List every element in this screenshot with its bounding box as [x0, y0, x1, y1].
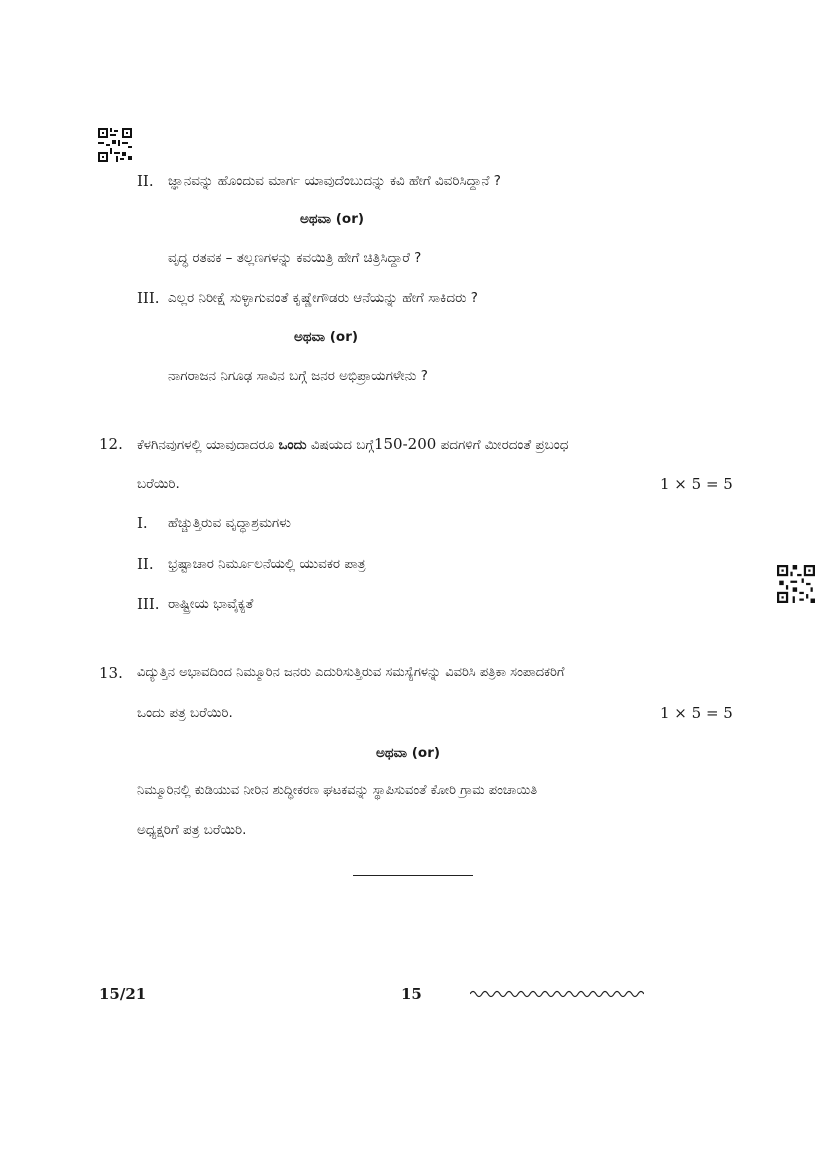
- q11-ii-alt-text: ವೃದ್ಧ ರತವಕ – ತಲ್ಲಣಗಳನ್ನು ಕವಯಿತ್ರಿ ಹೇಗೆ ಚಿತ್ರಿಸಿದ್ದಾರೆ ?: [168, 250, 422, 266]
- footer-paper-code: 15/21: [99, 985, 147, 1003]
- footer-wavy-line: [470, 989, 644, 999]
- q12-marks: 1 × 5 = 5: [660, 475, 733, 493]
- q12-option-1-number: I.: [137, 514, 148, 532]
- q11-iii-alt-text: ನಾಗರಾಜನ ನಿಗೂಢ ಸಾವಿನ ಬಗ್ಗೆ ಜನರ ಅಭಿಪ್ರಾಯಗಳೇನು ?: [168, 368, 428, 384]
- end-rule: [353, 875, 473, 876]
- q12-option-3-number: III.: [137, 595, 160, 613]
- qr-code-side: [777, 565, 815, 603]
- q12-line1: [137, 434, 569, 455]
- q12-number: 12.: [99, 435, 123, 453]
- q11-iii-number: III.: [137, 289, 160, 307]
- q13-or: ಅಥವಾ (or): [376, 745, 441, 761]
- q11-iii-text: ಎಲ್ಲರ ನಿರೀಕ್ಷೆ ಸುಳ್ಳಾಗುವಂತೆ ಕೃಷ್ಣೇಗೌಡರು ಆನೆಯನ್ನು ಹೇಗೆ ಸಾಕಿದರು ?: [168, 290, 478, 306]
- q13-alt-line2: ಅಧ್ಯಕ್ಷರಿಗೆ ಪತ್ರ ಬರೆಯಿರಿ.: [137, 822, 247, 838]
- q12-line1-c: ಪದಗಳಿಗೆ ಮೀರದಂತೆ ಪ್ರಬಂಧ: [440, 437, 569, 453]
- q12-line1-bold: ಒಂದು: [278, 437, 307, 453]
- q13-line1: ವಿದ್ಯುತ್ತಿನ ಅಭಾವದಿಂದ ನಿಮ್ಮೂರಿನ ಜನರು ಎದುರಿಸುತ್ತಿರುವ ಸಮಸ್ಯೆಗಳನ್ನು ವಿವರಿಸಿ ಪತ್ರಿಕಾ ಸಂಪಾದಕರಿಗೆ: [137, 665, 565, 680]
- q12-line1-a: ಕೆಳಗಿನವುಗಳಲ್ಲಿ ಯಾವುದಾದರೂ: [137, 437, 275, 453]
- q12-option-2-number: II.: [137, 555, 154, 573]
- q13-line2: ಒಂದು ಪತ್ರ ಬರೆಯಿರಿ.: [137, 705, 233, 721]
- q13-number: 13.: [99, 664, 123, 682]
- q11-ii-number: II.: [137, 172, 154, 190]
- q12-option-1-text: ಹೆಚ್ಚುತ್ತಿರುವ ವೃದ್ಧಾಶ್ರಮಗಳು: [168, 515, 291, 531]
- q11-ii-or: ಅಥವಾ (or): [300, 211, 365, 227]
- q11-iii-or: ಅಥವಾ (or): [294, 329, 359, 345]
- qr-code-top: [98, 128, 132, 162]
- footer-page-number: 15: [401, 985, 422, 1003]
- q12-option-2-text: ಭ್ರಷ್ಟಾಚಾರ ನಿರ್ಮೂಲನೆಯಲ್ಲಿ ಯುವಕರ ಪಾತ್ರ: [168, 556, 366, 572]
- q11-ii-text: ಜ್ಞಾನವನ್ನು ಹೊಂದುವ ಮಾರ್ಗ ಯಾವುದೆಂಬುದನ್ನು ಕವಿ ಹೇಗೆ ವಿವರಿಸಿದ್ದಾನೆ ?: [168, 173, 501, 189]
- q13-alt-line1: ನಿಮ್ಮೂರಿನಲ್ಲಿ ಕುಡಿಯುವ ನೀರಿನ ಶುದ್ಧೀಕರಣ ಘಟಕವನ್ನು ಸ್ಥಾಪಿಸುವಂತೆ ಕೋರಿ ಗ್ರಾಮ ಪಂಚಾಯಿತಿ: [137, 783, 538, 798]
- q12-line2: ಬರೆಯಿರಿ.: [137, 476, 180, 492]
- q12-option-3-text: ರಾಷ್ಟ್ರೀಯ ಭಾವೈಕ್ಯತೆ: [168, 596, 254, 612]
- q13-marks: 1 × 5 = 5: [660, 704, 733, 722]
- q12-word-range: 150-200: [373, 435, 437, 453]
- q12-line1-b: ವಿಷಯದ ಬಗ್ಗೆ: [310, 437, 374, 453]
